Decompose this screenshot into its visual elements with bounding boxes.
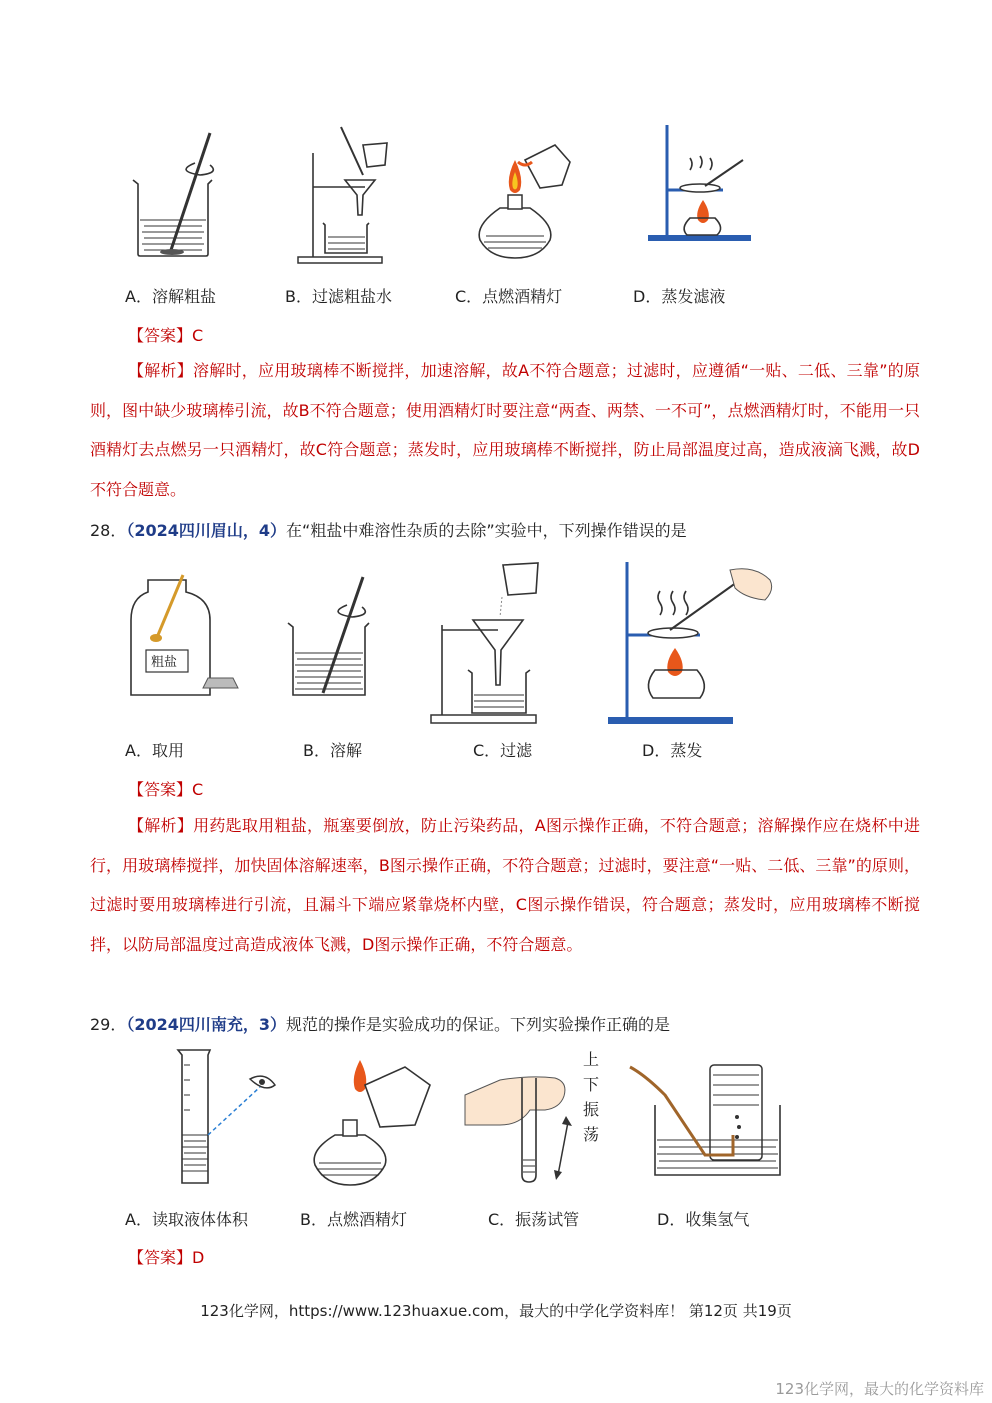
figure-shake-test-tube	[460, 1050, 615, 1185]
question-number: 28．	[90, 521, 127, 540]
figure-light-alcohol-lamp	[470, 140, 580, 270]
bottle-label: 粗盐	[151, 655, 178, 670]
shake-label-1: 上	[583, 1050, 600, 1069]
figure-light-lamp	[305, 1055, 440, 1195]
q28-stem	[90, 518, 687, 541]
q29-option-d: D．收集氢气	[657, 1210, 750, 1229]
question-number: 29．	[90, 1015, 127, 1034]
question-source: （2024四川南充，3）	[126, 1015, 287, 1034]
answer-label: 【答案】	[128, 326, 193, 345]
figure-collect-hydrogen	[625, 1055, 785, 1185]
watermark: 123化学网，最大的化学资料库	[775, 1380, 984, 1398]
figure-dissolve-salt	[130, 128, 220, 263]
figure-dissolve	[285, 575, 375, 705]
analysis-text: 用药匙取用粗盐，瓶塞要倒放，防止污染药品，A图示操作正确，不符合题意；溶解操作应在烧杯中进行，用玻璃棒搅拌，加快固体溶解速率，B图示操作正确，不符合题意；过滤时，要注意“一贴、二低、三靠”的原则，过滤时要用玻璃棒进行引流，且漏斗下端应紧靠烧杯内壁，C图示操作错误，符合题意；蒸发时，应用玻璃棒不断搅拌，以防局部温度过高造成液体飞溅，D图示操作正确，不符合题意。	[90, 816, 920, 954]
shake-label-2: 下	[583, 1075, 600, 1094]
q28-analysis	[90, 806, 920, 964]
question-text: 规范的操作是实验成功的保证。下列实验操作正确的是	[286, 1015, 671, 1034]
q29-option-b: B．点燃酒精灯	[300, 1210, 407, 1229]
question-source: （2024四川眉山，4）	[126, 521, 287, 540]
figure-filter	[428, 545, 543, 730]
figure-read-volume	[170, 1045, 280, 1190]
q27-answer	[128, 323, 203, 346]
q28-option-b: B．溶解	[303, 741, 362, 760]
answer-value: C	[192, 780, 204, 799]
answer-value: D	[192, 1248, 205, 1267]
q29-answer	[128, 1245, 204, 1268]
answer-label: 【答案】	[128, 780, 193, 799]
q28-option-c: C．过滤	[473, 741, 533, 760]
analysis-text: 溶解时，应用玻璃棒不断搅拌，加速溶解，故A不符合题意；过滤时，应遵循“一贴、二低、三靠”的原则，图中缺少玻璃棒引流，故B不符合题意；使用酒精灯时要注意“两查、两禁、一不可”，点燃酒精灯时，不能用一只酒精灯去点燃另一只酒精灯，故C符合题意；蒸发时，应用玻璃棒不断搅拌，防止局部温度过高，造成液滴飞溅，故D不符合题意。	[90, 361, 920, 499]
q28-option-a: A．取用	[125, 741, 184, 760]
q27-option-b: B．过滤粗盐水	[285, 287, 392, 306]
analysis-label: 【解析】	[128, 816, 194, 835]
figure-evaporate-filtrate	[645, 120, 760, 245]
figure-take-salt	[128, 570, 253, 705]
page-footer: 123化学网，https://www.123huaxue.com，最大的中学化学资料库！ 第12页 共19页	[200, 1302, 792, 1320]
analysis-label: 【解析】	[128, 361, 194, 380]
shake-label-4: 荡	[583, 1125, 600, 1144]
figure-evaporate	[605, 560, 785, 730]
figure-filter-salt-water	[295, 125, 395, 265]
shake-label-3: 振	[583, 1100, 600, 1119]
question-text: 在“粗盐中难溶性杂质的去除”实验中，下列操作错误的是	[286, 521, 687, 540]
q27-option-c: C．点燃酒精灯	[455, 287, 563, 306]
q27-analysis	[90, 351, 920, 509]
answer-label: 【答案】	[128, 1248, 193, 1267]
q27-option-a: A．溶解粗盐	[125, 287, 216, 306]
q28-option-d: D．蒸发	[642, 741, 703, 760]
q27-option-d: D．蒸发滤液	[633, 287, 726, 306]
q29-option-a: A．读取液体体积	[125, 1210, 248, 1229]
q29-option-c: C．振荡试管	[488, 1210, 580, 1229]
answer-value: C	[192, 326, 204, 345]
q29-stem	[90, 1012, 670, 1035]
q28-answer	[128, 777, 203, 800]
